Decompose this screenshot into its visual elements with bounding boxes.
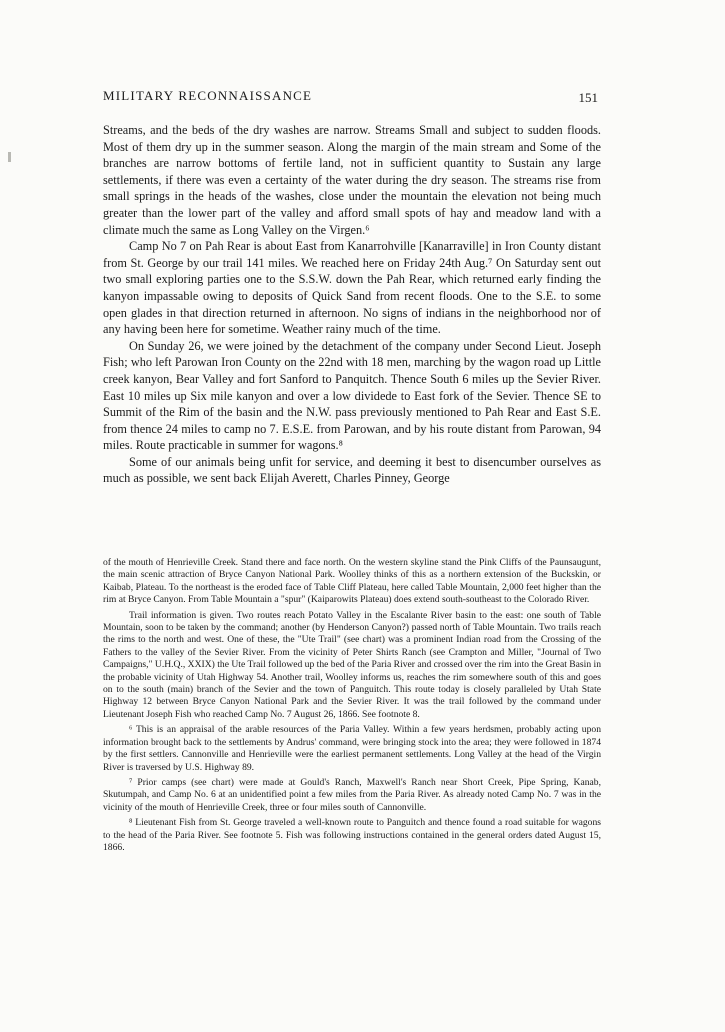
footnote-7: ⁷ Prior camps (see chart) were made at Gould's Ranch, Maxwell's Ranch near Short Creek, Pipe Spring, Kanab, Skutumpah, and Camp No. 6 at an unidentified point a few miles from the Paria River. As already noted Camp No. 7 was in the vicinity of the mouth of Henrieville Creek, three or four miles south of Cannonville. — [103, 776, 601, 813]
footnote-6: ⁶ This is an appraisal of the arable resources of the Paria Valley. Within a few years herdsmen, probably acting upon information brought back to the settlements by Andrus' command, were bringing stock into the area; they were followed in 1874 by the first settlers. Cannonville and Henrieville were the earliest permanent settlements. Long Valley at the head of the Virgin River is traversed by U.S. Highway 89. — [103, 724, 601, 773]
footnote-paragraph: Trail information is given. Two routes reach Potato Valley in the Escalante River basin to the east: one south of Table Mountain, soon to be taken by the command; another (by Henderson Canyon?) passed north of Table Mountain. Two trails reach the rims to the north and west. One of these, the "Ute Trail" (see chart) was a prominent Indian road from the Crossing of the Fathers to the valley of the Sevier River. From the vicinity of Peter Shirts Ranch (see Crampton and Miller, "Journal of Two Campaigns," U.H.Q., XXIX) the Ute Trail followed up the bed of the Paria River and crossed over the rim into the Great Basin in the probable vicinity of Utah Highway 54. Another trail, Woolley informs us, reaches the rim somewhere south of this and goes on to the south (main) branch of the Sevier and the town of Panguitch. This route today is closely paralleled by Utah State Highway 12 between Bryce Canyon National Park and the Sevier River. It was the trail followed by the command under Lieutenant Joseph Fish who reached Camp No. 7 August 26, 1866. See footnote 8. — [103, 609, 601, 720]
page-header — [103, 88, 598, 110]
page-number: 151 — [578, 90, 598, 105]
footnotes — [103, 557, 601, 857]
body-paragraph: Camp No 7 on Pah Rear is about East from Kanarrohville [Kanarraville] in Iron County distant from St. George by our trail 141 miles. We reached here on Friday 24th Aug.⁷ On Saturday sent out two small exploring parties one to the S.S.W. down the Pah Rear, which returned early finding the kanyon impassable owing to deposits of Quick Sand from recent floods. One to the S.E. to some open glades in that direction returned in afternoon. No signs of indians in the neighborhood nor of any having been here for sometime. Weather rainy much of the time. — [103, 239, 601, 337]
footnote-continuation: of the mouth of Henrieville Creek. Stand there and face north. On the western skyline stand the Pink Cliffs of the Paunsaugunt, the main scenic attraction of Bryce Canyon National Park. Woolley thinks of this as a northern extension of the Buckskin, or Kaibab, Plateau. To the northeast is the eroded face of Table Cliff Plateau, here called Table Mountain, 2,000 feet higher than the rim at Bryce Canyon. From Table Mountain a "spur" (Kaiparowits Plateau) does extend south-southeast to the Colorado River. — [103, 557, 601, 606]
body-paragraph: On Sunday 26, we were joined by the detachment of the company under Second Lieut. Joseph Fish; who left Parowan Iron County on the 22nd with 18 men, marching by the wagon road up Little creek kanyon, Bear Valley and fort Sanford to Panquitch. Thence South 6 miles up the Sevier River. East 10 miles up Six mile kanyon and over a low dividede to East fork of the Sevier. Thence SE to Summit of the Rim of the basin and the N.W. pass previously mentioned to Pah Rear and East S.E. from thence 24 miles to camp no 7. E.S.E. from Parowan, and by his route distant from Parowan, 94 miles. Route practicable in summer for wagons.⁸ — [103, 338, 601, 453]
margin-mark — [8, 152, 11, 162]
running-head: MILITARY RECONNAISSANCE — [103, 88, 313, 103]
footnote-8: ⁸ Lieutenant Fish from St. George traveled a well-known route to Panguitch and thence found a road suitable for wagons to the head of the Paria River. See footnote 5. Fish was following instructions contained in the general orders dated August 15, 1866. — [103, 817, 601, 853]
body-paragraph: Streams, and the beds of the dry washes are narrow. Streams Small and subject to sudden floods. Most of them dry up in the summer season. Along the margin of the main stream and Some of the branches are narrow bottoms of fertile land, not in sufficient quantity to Sustain any large settlements, if there was even a certainty of the water during the dry season. The streams rise from small springs in the heads of the washes, close under the mountain the elevation not being much greater than the lower part of the valley and afford small spots of hay and meadow land with a climate much the same as Long Valley on the Virgen.⁶ — [103, 123, 601, 237]
body-paragraph: Some of our animals being unfit for service, and deeming it best to disencumber ourselves as much as possible, we sent back Elijah Averett, Charles Pinney, George — [103, 454, 601, 486]
body-text — [103, 122, 601, 487]
